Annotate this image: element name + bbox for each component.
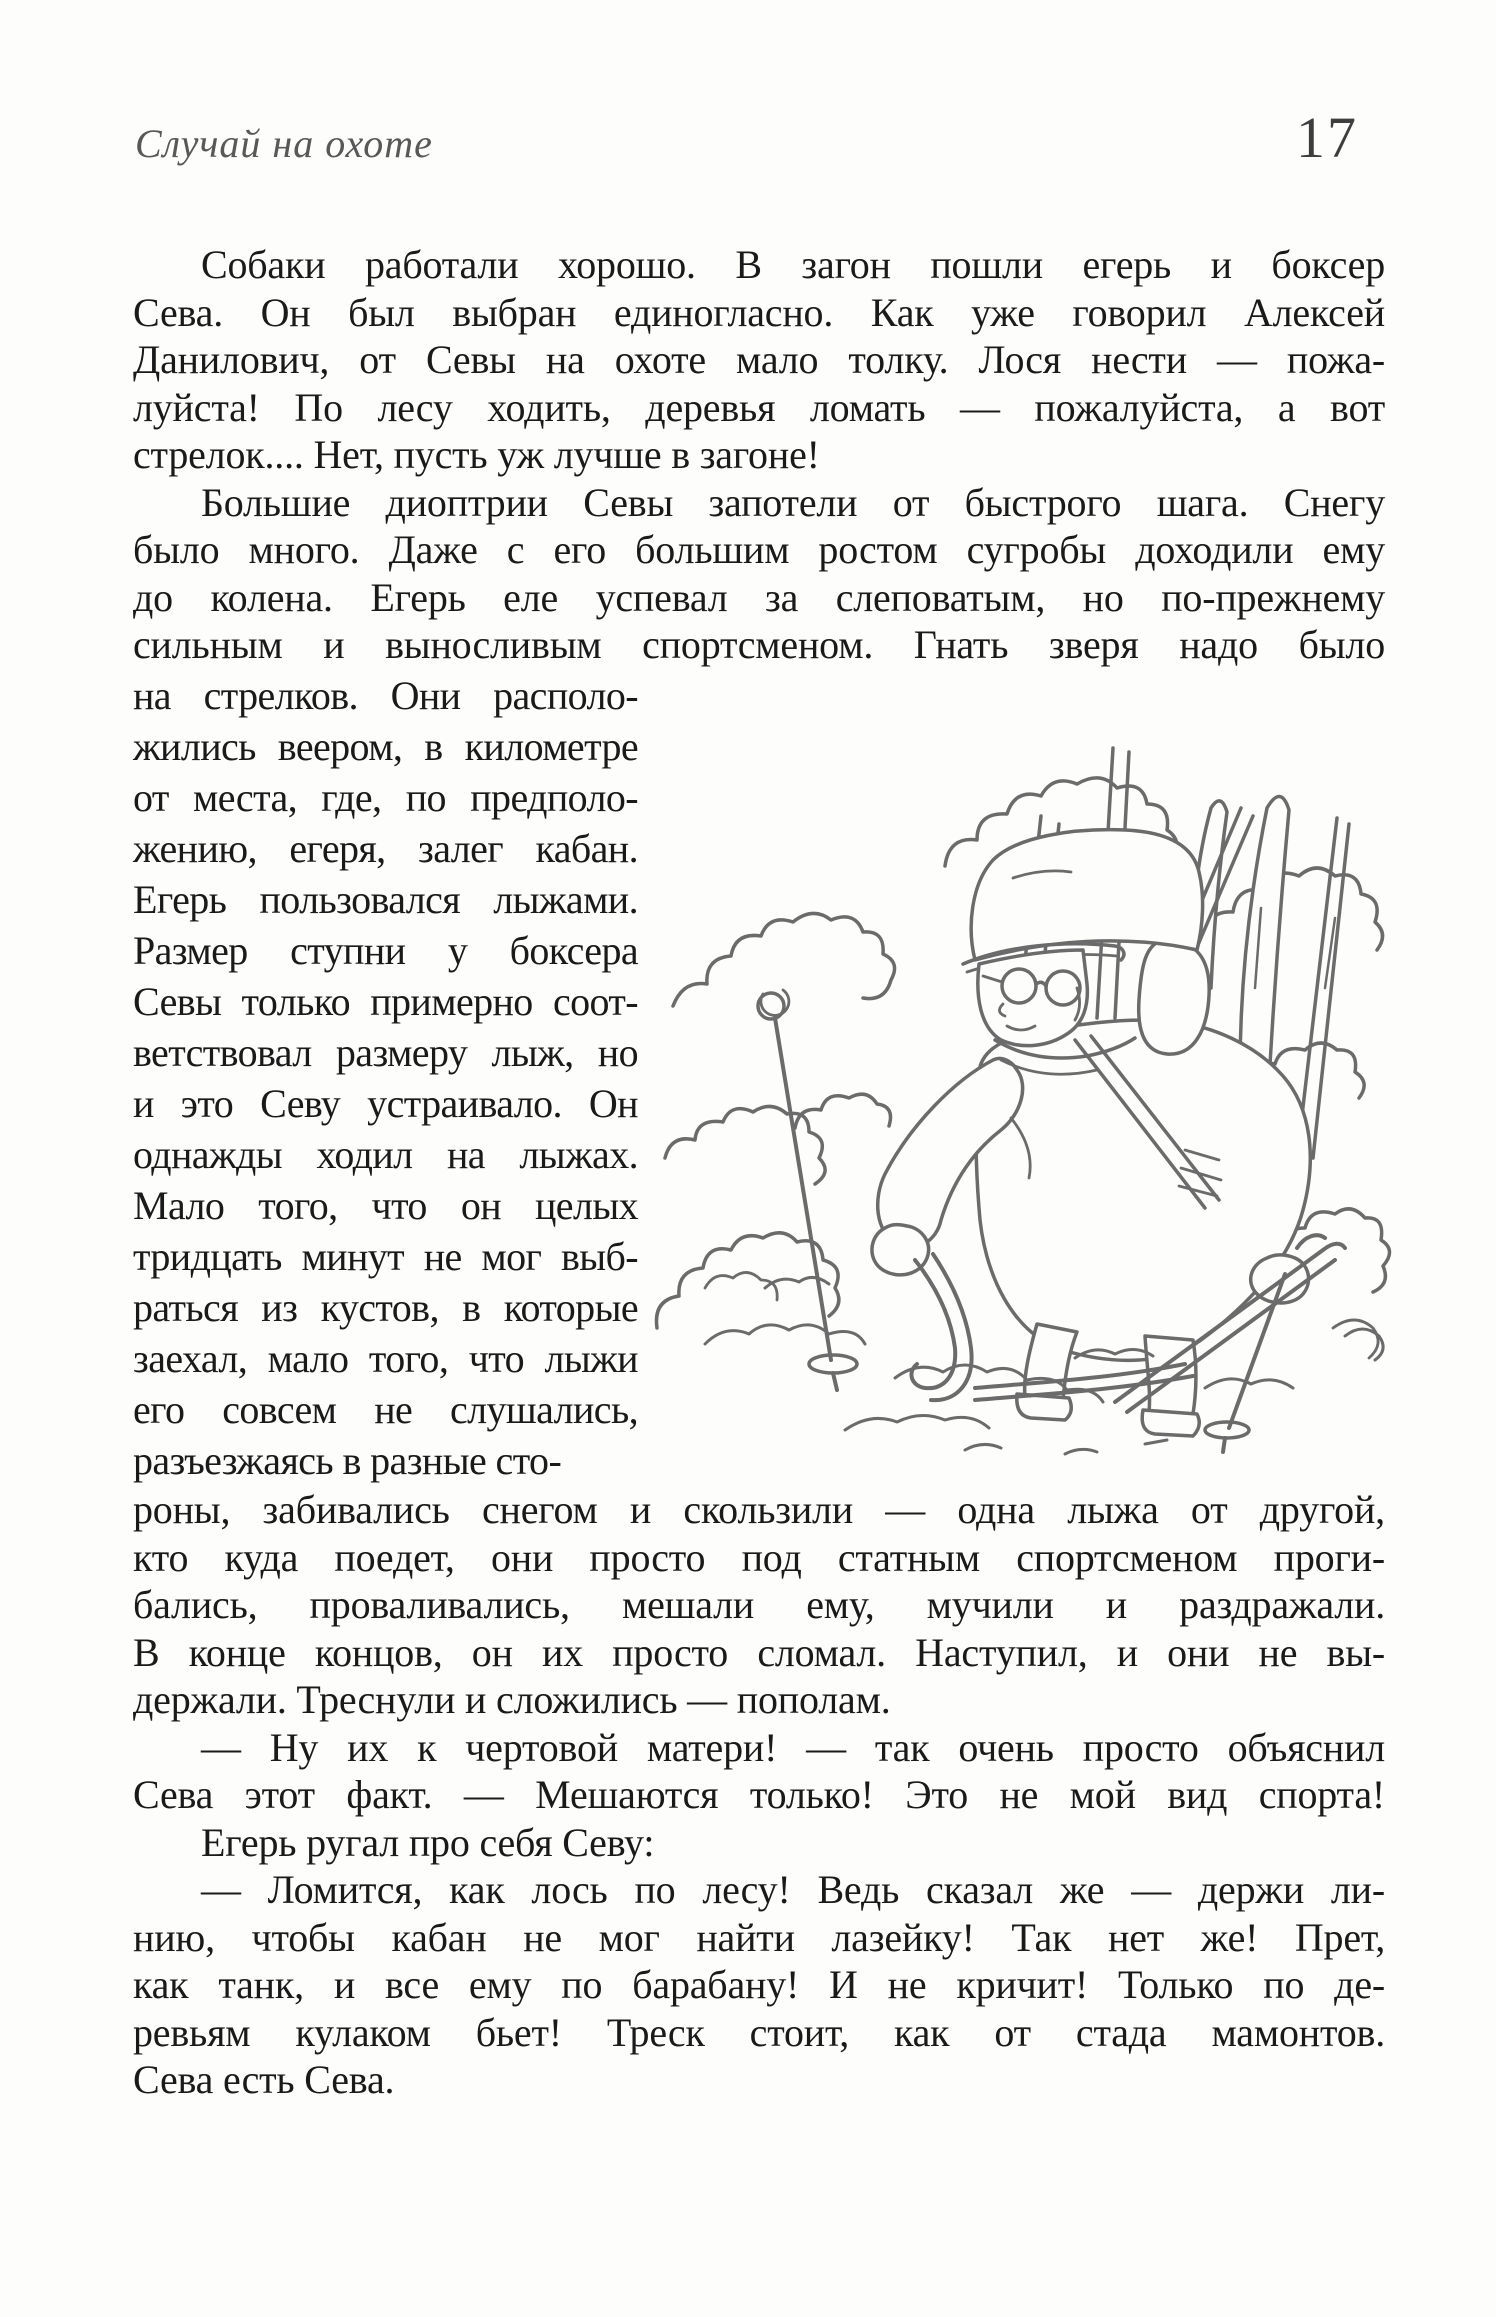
paragraph-line: Размер ступни у боксера [133, 928, 638, 973]
paragraph-line: бались, проваливались, мешали ему, мучили и раздражали. [133, 1582, 1385, 1627]
paragraph-line: Собаки работали хорошо. В загон пошли егерь и боксер [201, 242, 1385, 287]
paragraph-line: раться из кустов, в которые [133, 1285, 638, 1330]
paragraph-line: до колена. Егерь еле успевал за слеповатым, но по-прежнему [133, 574, 1385, 620]
paragraph-line: разъезжаясь в разные сто- [133, 1438, 562, 1483]
paragraph-line: В конце концов, он их просто сломал. Наступил, и они не вы- [133, 1629, 1385, 1675]
paragraph-line: заехал, мало того, что лыжи [133, 1336, 638, 1381]
paragraph-line: — Ломится, как лось по лесу! Ведь сказал же — держи ли- [201, 1867, 1385, 1912]
paragraph-line: жились веером, в километре [133, 724, 638, 769]
paragraph-line: было много. Даже с его большим ростом сугробы доходили ему [133, 527, 1385, 572]
paragraph-line: как танк, и все ему по барабану! И не кричит! Только по де- [133, 1962, 1385, 2007]
paragraph-line: Севы только примерно соот- [133, 979, 638, 1024]
running-header: Случай на охоте [135, 121, 433, 166]
paragraph-line: Егерь ругал про себя Севу: [201, 1819, 655, 1865]
paragraph-line: Сева есть Сева. [133, 2057, 395, 2102]
coat [976, 1020, 1310, 1360]
left-pole [775, 1018, 831, 1360]
paragraph-line: кто куда поедет, они просто под статным спортсменом проги- [133, 1534, 1385, 1580]
paragraph-line: однажды ходил на лыжах. [133, 1132, 638, 1177]
paragraph-line: его совсем не слушались, [133, 1387, 638, 1432]
skier-illustration [645, 688, 1397, 1460]
pole-basket [1205, 1422, 1249, 1438]
paragraph-line: на стрелков. Они располо- [133, 673, 638, 718]
paragraph-line: нию, чтобы кабан не мог найти лазейку! Так нет же! Прет, [133, 1914, 1385, 1960]
body-text-top [133, 241, 1385, 669]
paragraph-line: роны, забивались снегом и скользили — одна лыжа от другой, [133, 1487, 1385, 1532]
body-text-bottom [133, 1486, 1385, 2104]
right-boot [1142, 1410, 1199, 1436]
paragraph-line: жению, егеря, залег кабан. [133, 826, 638, 871]
paragraph-line: Егерь пользовался лыжами. [133, 877, 638, 922]
skier-figure [872, 830, 1310, 1436]
paragraph-line: держали. Треснули и сложились — пополам. [133, 1677, 891, 1722]
ushanka-hat [971, 830, 1202, 960]
paragraph-line: Сева этот факт. — Мешаются только! Это не мой вид спорта! [133, 1772, 1385, 1817]
paragraph-line: Мало того, что он целых [133, 1183, 638, 1228]
paragraph-line: Данилович, от Севы на охоте мало толку. Лося нести — пожа- [133, 337, 1385, 382]
paragraph-line: от места, где, по предполо- [133, 775, 638, 820]
page-number: 17 [1296, 105, 1358, 170]
paragraph-line: стрелок.... Нет, пусть уж лучше в загоне! [133, 432, 820, 477]
ear-flap [1139, 940, 1209, 1054]
paragraph-line: сильным и выносливым спортсменом. Гнать зверя надо было [133, 622, 1385, 667]
paragraph-line: Большие диоптрии Севы запотели от быстрого шага. Снегу [201, 479, 1385, 525]
paragraph-line: ревьям кулаком бьет! Треск стоит, как от стада мамонтов. [133, 2009, 1385, 2055]
paragraph-line: и это Севу устраивало. Он [133, 1081, 638, 1126]
paragraph-line: — Ну их к чертовой матери! — так очень просто объяснил [201, 1724, 1385, 1770]
paragraph-line: луйста! По лесу ходить, деревья ломать — пожалуйста, а вот [133, 384, 1385, 430]
paragraph-line: Сева. Он был выбран единогласно. Как уже говорил Алексей [133, 289, 1385, 335]
paragraph-line: ветствовал размеру лыж, но [133, 1030, 638, 1075]
paragraph-line: тридцать минут не мог выб- [133, 1234, 638, 1279]
pole-basket [809, 1355, 857, 1373]
